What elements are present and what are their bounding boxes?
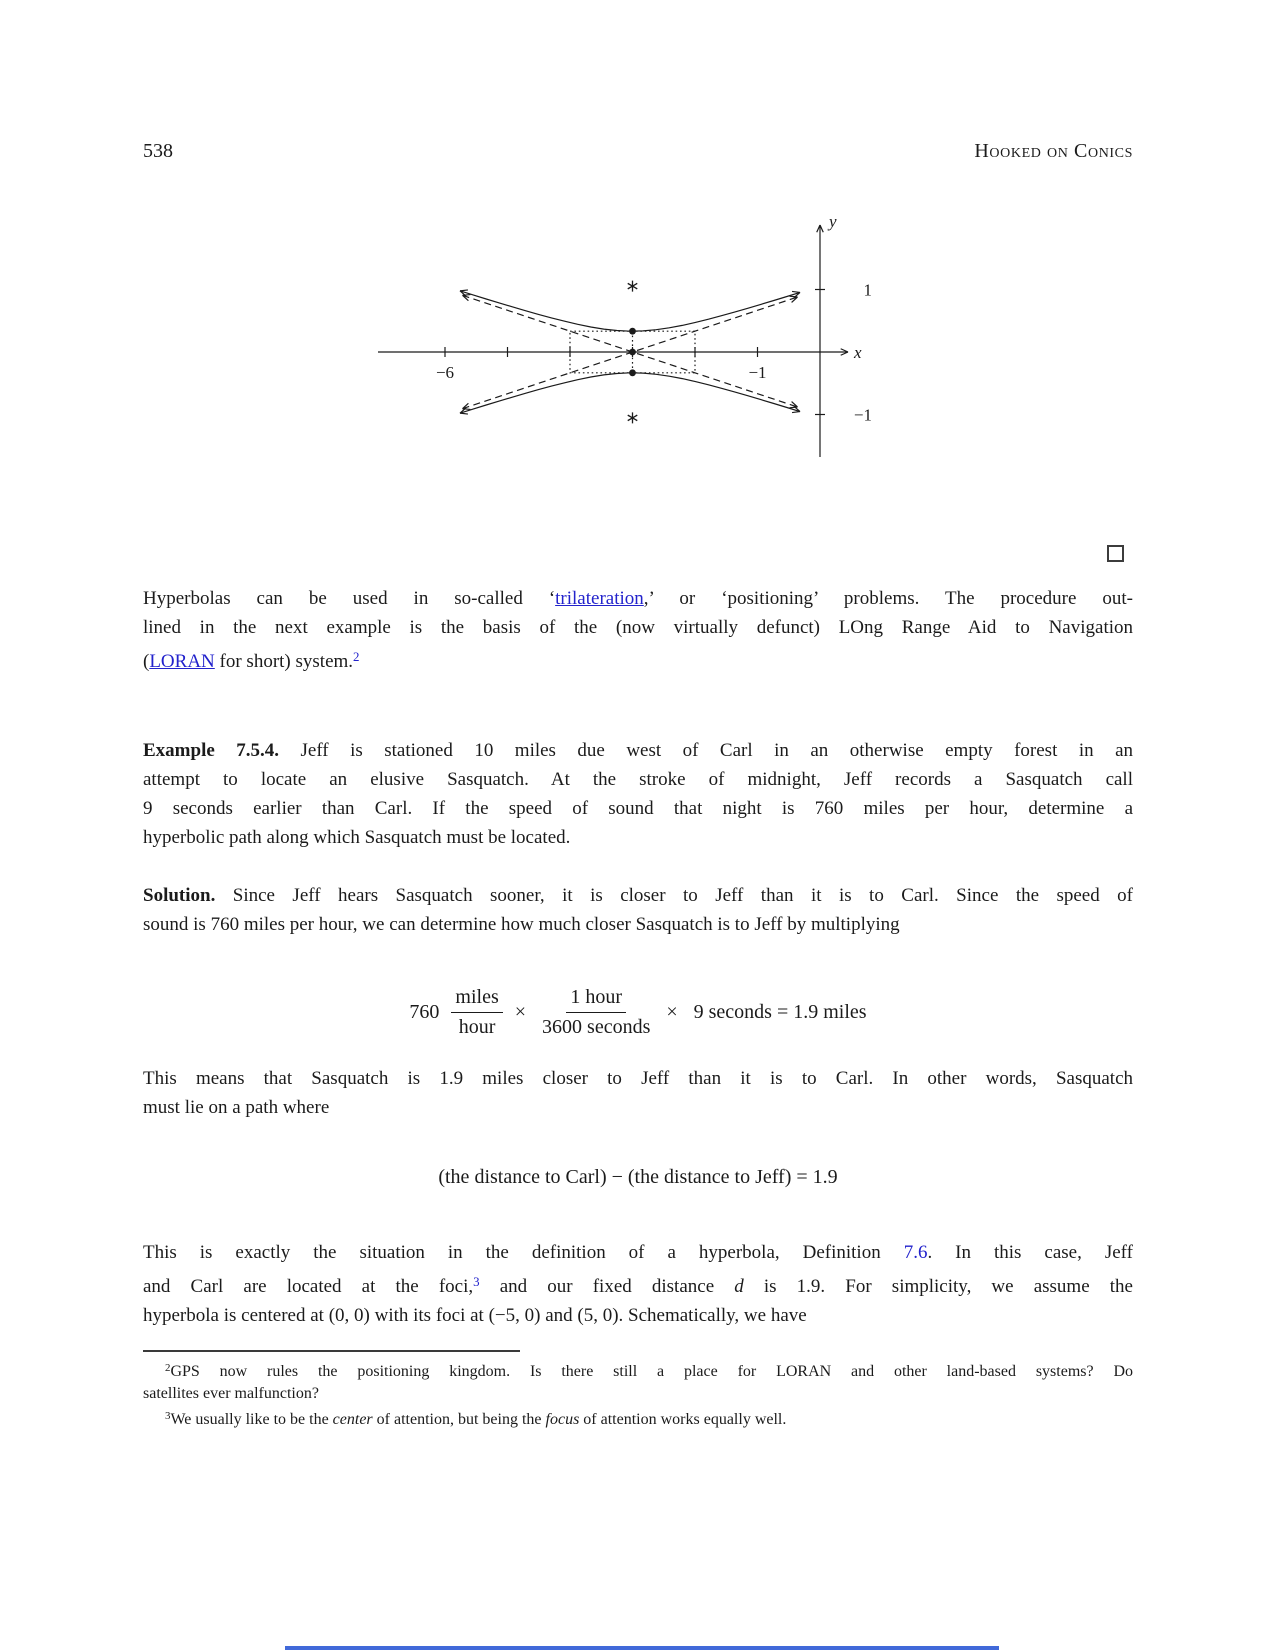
text-segment: Since Jeff hears Sasquatch sooner, it is closer to Jeff than it is to Carl. Since the speed of (215, 885, 1133, 906)
running-header: Hooked on Conics (974, 140, 1133, 162)
vertex-dot (629, 328, 636, 335)
text-line (143, 642, 1133, 676)
equation-distance-difference: (the distance to Carl) − (the distance to Jeff) = 1.9 (438, 1166, 838, 1188)
bottom-blue-bar (285, 1646, 999, 1650)
text-segment: must lie on a path where (143, 1097, 330, 1118)
text-segment: hyperbola is centered at (0, 0) with its foci at (−5, 0) and (5, 0). Schematically, we have (143, 1305, 807, 1326)
text-line (143, 1357, 1133, 1383)
loran-link[interactable]: LORAN (149, 651, 215, 672)
text-segment: . In this case, Jeff (927, 1242, 1133, 1263)
text-line (143, 910, 1133, 939)
text-segment: This means that Sasquatch is 1.9 miles closer to Jeff than it is to Carl. In other words, Sasquatch (143, 1068, 1133, 1089)
text-line (143, 765, 1133, 794)
text-segment: Solution. (143, 885, 216, 906)
text-line (143, 794, 1133, 823)
text-line (143, 1267, 1133, 1301)
paragraph-solution (143, 881, 1133, 939)
text-segment: of attention, but being the (372, 1411, 546, 1428)
footnote-rule (143, 1350, 520, 1352)
equation-part: 760 (409, 1000, 440, 1023)
text-segment: This is exactly the situation in the definition of a hyperbola, Definition (143, 1242, 904, 1263)
text-segment: ,’ or ‘positioning’ problems. The procedure out- (643, 588, 1133, 609)
equation-part: 9 seconds = 1.9 miles (693, 1000, 867, 1023)
paragraph-definition (143, 1238, 1133, 1330)
equation-part: × (514, 1000, 527, 1023)
definition-7-6-link[interactable]: 7.6 (903, 1242, 928, 1263)
center-dot (629, 349, 636, 356)
qed-box (1107, 545, 1124, 562)
text-segment: 9 seconds earlier than Carl. If the speed of sound that night is 760 miles per hour, determine a (143, 798, 1133, 819)
text-segment: is 1.9. For simplicity, we assume the (743, 1276, 1133, 1297)
text-segment: attempt to locate an elusive Sasquatch. At the stroke of midnight, Jeff records a Sasquatch call (143, 769, 1133, 790)
text-line (143, 823, 1133, 852)
text-segment: for short) system. (214, 651, 354, 672)
text-segment: We usually like to be the (170, 1411, 333, 1428)
text-segment: hyperbolic path along which Sasquatch must be located. (143, 827, 571, 848)
equation-rate-conversion (143, 977, 1133, 1047)
fraction-denominator: 3600 seconds (542, 1015, 651, 1038)
fraction-numerator: miles (451, 986, 502, 1013)
footnote-2-ref[interactable]: 2 (353, 649, 360, 664)
text-segment: GPS now rules the positioning kingdom. Is there still a place for LORAN and other land-based systems? Do (170, 1363, 1133, 1380)
footnote-3-ref[interactable]: 3 (473, 1274, 480, 1289)
text-line (143, 1093, 1133, 1122)
trilateration-link[interactable]: trilateration (555, 588, 644, 609)
page-number: 538 (143, 140, 173, 162)
text-segment: ( (143, 651, 150, 672)
fraction-denominator: hour (458, 1015, 496, 1038)
text-line (143, 1405, 1133, 1431)
text-line (143, 881, 1133, 910)
text-line (143, 1383, 1133, 1405)
x-axis-label: x (854, 343, 862, 362)
fraction (451, 986, 502, 1039)
text-segment: and our fixed distance (479, 1276, 735, 1297)
paragraph-closer-path (143, 1064, 1133, 1122)
text-segment: focus (545, 1411, 580, 1428)
text-segment: Hyperbolas can be used in so-called ‘ (143, 588, 556, 609)
text-segment: center (332, 1411, 373, 1428)
text-segment: Example 7.5.4. (143, 740, 280, 761)
text-line (143, 613, 1133, 642)
text-line (143, 736, 1133, 765)
text-line (143, 1238, 1133, 1267)
y-axis-label: y (829, 212, 837, 231)
paragraph-trilateration (143, 584, 1133, 676)
footnotes (143, 1357, 1133, 1431)
text-segment: d (734, 1276, 744, 1297)
paragraph-example-754 (143, 736, 1133, 852)
hyperbola-branch-top-arrow (460, 290, 468, 291)
hyperbola-branch-top-arrow (792, 291, 800, 292)
fraction (538, 986, 654, 1039)
text-segment: 2 (165, 1362, 171, 1374)
y-tick-label: −1 (853, 405, 872, 425)
text-segment: sound is 760 miles per hour, we can determine how much closer Sasquatch is to Jeff by multiplying (143, 914, 900, 935)
page-header (143, 140, 1133, 163)
text-line (143, 1064, 1133, 1093)
text-segment: lined in the next example is the basis of the (now virtually defunct) LOng Range Aid to Navigation (143, 617, 1133, 638)
x-tick-label: −6 (435, 363, 455, 382)
hyperbola-figure (340, 195, 880, 465)
text-line (143, 584, 1133, 613)
text-line (143, 1301, 1133, 1330)
footnote-3 (143, 1405, 1133, 1431)
x-tick-label: −1 (748, 363, 767, 382)
fraction-numerator: 1 hour (566, 986, 626, 1013)
y-tick-label: 1 (863, 280, 872, 300)
text-segment: 3 (165, 1410, 171, 1422)
equation-part: × (666, 1000, 678, 1023)
footnote-2 (143, 1357, 1133, 1405)
hyperbola-branch-bottom-arrow (792, 412, 800, 413)
vertex-dot (629, 369, 636, 376)
text-segment: of attention works equally well. (579, 1411, 787, 1428)
text-segment: Jeff is stationed 10 miles due west of Carl in an otherwise empty forest in an (279, 740, 1134, 761)
hyperbola-branch-bottom-arrow (460, 413, 468, 414)
text-segment: and Carl are located at the foci, (143, 1276, 474, 1297)
text-segment: satellites ever malfunction? (143, 1385, 319, 1402)
